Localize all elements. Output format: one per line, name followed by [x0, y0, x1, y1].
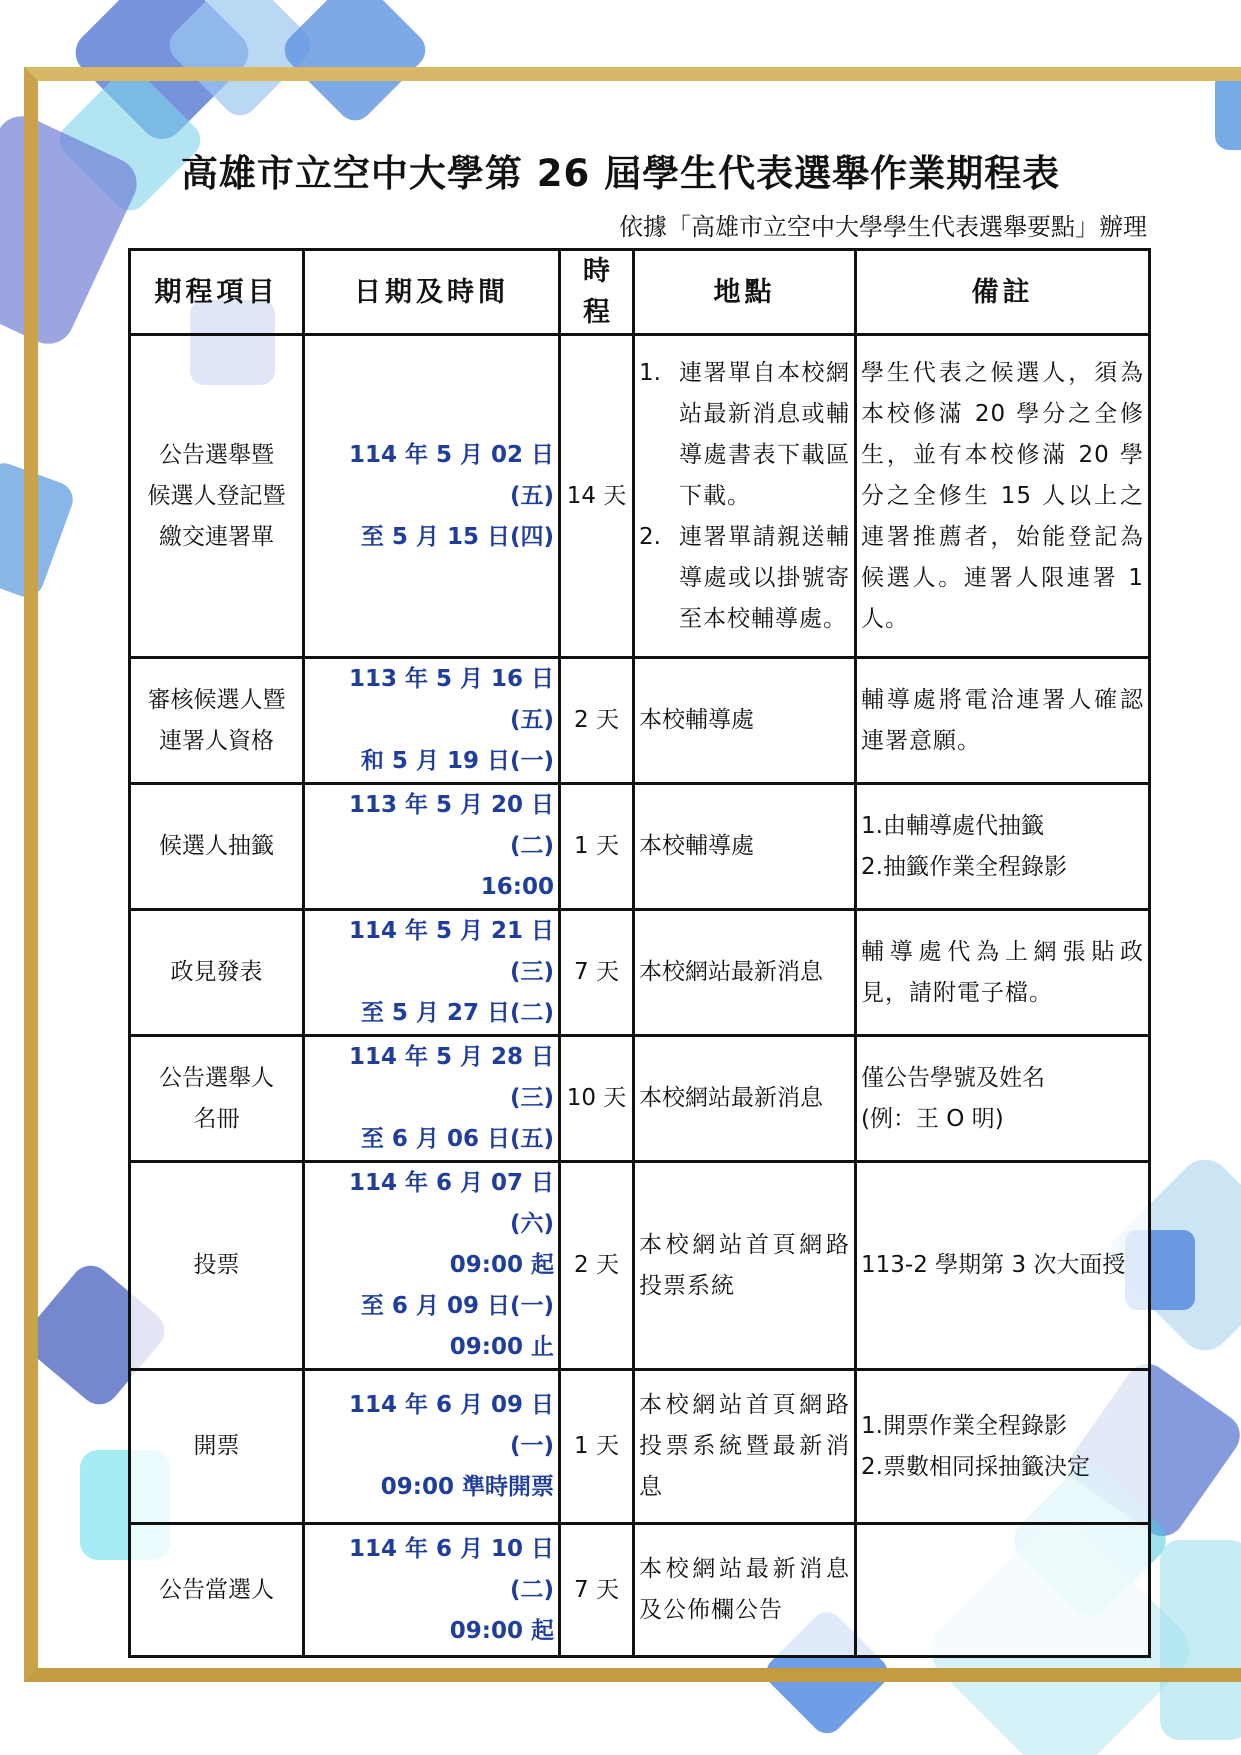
table-header-row	[130, 250, 1150, 335]
list-item: 2. 連署單請親送輔導處或以掛號寄至本校輔導處。	[639, 523, 850, 632]
location-cell: 本校輔導處	[634, 784, 856, 910]
item-cell: 公告選舉人 名冊	[130, 1036, 304, 1162]
table-row	[130, 784, 1150, 910]
date-cell: 114 年 5 月 21 日(三) 至 5 月 27 日(二)	[304, 910, 560, 1036]
item-cell: 審核候選人暨 連署人資格	[130, 658, 304, 784]
date-cell: 113 年 5 月 16 日(五) 和 5 月 19 日(一)	[304, 658, 560, 784]
table-row	[130, 1524, 1150, 1657]
note-cell: 輔導處代為上網張貼政見，請附電子檔。	[856, 910, 1150, 1036]
note-cell	[856, 1524, 1150, 1657]
date-cell: 114 年 6 月 07 日(六) 09:00 起 至 6 月 09 日(一) 09:00 止	[304, 1162, 560, 1370]
location-cell: 本校網站首頁網路投票系統	[634, 1162, 856, 1370]
item-cell: 候選人抽籤	[130, 784, 304, 910]
location-list	[639, 353, 850, 640]
date-cell: 114 年 6 月 09 日(一) 09:00 準時開票	[304, 1370, 560, 1524]
duration-cell: 1 天	[560, 1370, 634, 1524]
location-cell: 本校網站最新消息	[634, 910, 856, 1036]
note-cell: 學生代表之候選人，須為本校修滿 20 學分之全修生，並有本校修滿 20 學分之全修生 15 人以上之連署推薦者，始能登記為候選人。連署人限連署 1 人。	[856, 335, 1150, 658]
location-cell: 本校網站最新消息及公佈欄公告	[634, 1524, 856, 1657]
table-row	[130, 910, 1150, 1036]
location-cell: 本校網站最新消息	[634, 1036, 856, 1162]
location-cell: 本校網站首頁網路投票系統暨最新消息	[634, 1370, 856, 1524]
header-date: 日期及時間	[304, 250, 560, 335]
header-duration: 時 程	[560, 250, 634, 335]
duration-cell: 1 天	[560, 784, 634, 910]
table-row	[130, 658, 1150, 784]
date-cell: 114 年 5 月 28 日(三) 至 6 月 06 日(五)	[304, 1036, 560, 1162]
page-title: 高雄市立空中大學第 26 屆學生代表選舉作業期程表	[180, 152, 1061, 195]
location-cell	[634, 335, 856, 658]
table-row	[130, 1036, 1150, 1162]
item-cell: 開票	[130, 1370, 304, 1524]
table-row	[130, 1162, 1150, 1370]
note-cell: 113-2 學期第 3 次大面授	[856, 1162, 1150, 1370]
table-row	[130, 1370, 1150, 1524]
header-note: 備註	[856, 250, 1150, 335]
location-cell: 本校輔導處	[634, 658, 856, 784]
note-cell: 1.由輔導處代抽籤 2.抽籤作業全程錄影	[856, 784, 1150, 910]
item-cell: 投票	[130, 1162, 304, 1370]
note-cell: 僅公告學號及姓名 (例：王 O 明)	[856, 1036, 1150, 1162]
item-cell: 公告當選人	[130, 1524, 304, 1657]
duration-cell: 2 天	[560, 658, 634, 784]
table-row	[130, 335, 1150, 658]
item-cell: 政見發表	[130, 910, 304, 1036]
note-cell: 1.開票作業全程錄影 2.票數相同採抽籤決定	[856, 1370, 1150, 1524]
item-cell: 公告選舉暨 候選人登記暨 繳交連署單	[130, 335, 304, 658]
duration-cell: 7 天	[560, 1524, 634, 1657]
header-location: 地點	[634, 250, 856, 335]
header-item: 期程項目	[130, 250, 304, 335]
subtitle: 依據「高雄市立空中大學學生代表選舉要點」辦理	[619, 213, 1147, 241]
duration-cell: 14 天	[560, 335, 634, 658]
date-cell: 114 年 6 月 10 日(二) 09:00 起	[304, 1524, 560, 1657]
date-cell: 113 年 5 月 20 日(二) 16:00	[304, 784, 560, 910]
note-cell: 輔導處將電洽連署人確認連署意願。	[856, 658, 1150, 784]
duration-cell: 10 天	[560, 1036, 634, 1162]
schedule-table	[128, 248, 1151, 1658]
list-item: 1. 連署單自本校網站最新消息或輔導處書表下載區下載。	[639, 359, 850, 509]
duration-cell: 2 天	[560, 1162, 634, 1370]
date-cell: 114 年 5 月 02 日(五) 至 5 月 15 日(四)	[304, 335, 560, 658]
duration-cell: 7 天	[560, 910, 634, 1036]
